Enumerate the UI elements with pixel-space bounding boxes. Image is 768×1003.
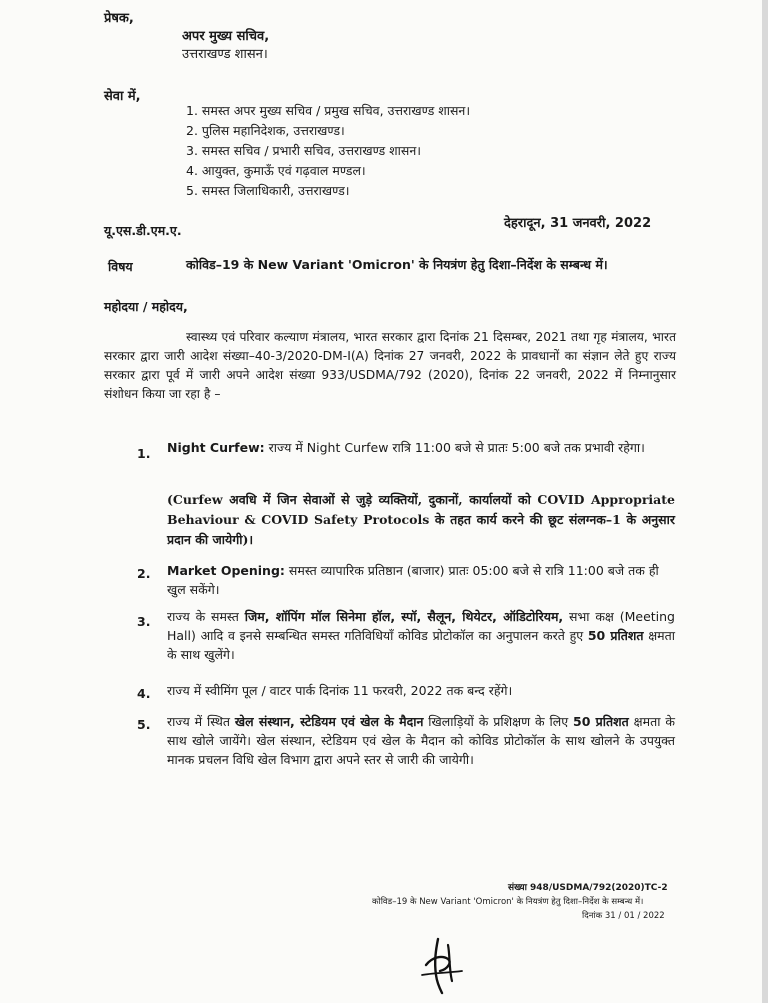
point-5-pre: राज्य में स्थित: [167, 714, 230, 729]
recipient-item-1: 1. समस्त अपर मुख्य सचिव / प्रमुख सचिव, उत्तराखण्ड शासन।: [186, 103, 471, 118]
sender-label: प्रेषक,: [104, 11, 134, 26]
point-3-bold-venues: जिम, शॉपिंग मॉल सिनेमा हॉल, स्पॉ, सैलून, थियेटर, ऑडिटोरियम,: [244, 609, 564, 624]
point-3-pre: राज्य के समस्त: [167, 609, 239, 624]
point-3-mid: सभा कक्ष (Meeting Hall) आदि व इनसे सम्बन्धित समस्त गतिविधियाँ कोविड प्रोटोकॉल का अनुपालन करते हुए: [167, 609, 675, 643]
department-code: यू.एस.डी.एम.ए.: [104, 223, 182, 238]
recipient-item-3: 3. समस्त सचिव / प्रभारी सचिव, उत्तराखण्ड शासन।: [186, 143, 422, 158]
point-3-number: 3.: [137, 614, 151, 629]
point-5-mid: खिलाड़ियों के प्रशिक्षण के लिए: [428, 714, 569, 729]
point-2-number: 2.: [137, 566, 151, 581]
subject-label: विषय: [108, 259, 133, 274]
point-5-bold-capacity: 50 प्रतिशत: [573, 714, 629, 729]
salutation: महोदया / महोदय,: [104, 299, 188, 314]
point-5-bold-venues: खेल संस्थान, स्टेडियम एवं खेल के मैदान: [234, 714, 424, 729]
point-1-number: 1.: [137, 446, 151, 461]
point-1-title: Night Curfew:: [167, 440, 265, 455]
point-3-body: [167, 607, 675, 664]
recipients-label: सेवा में,: [104, 89, 141, 104]
point-3-post: क्षमता के साथ खुलेंगे।: [167, 628, 676, 662]
point-1-body: [167, 438, 675, 457]
sender-name: अपर मुख्य सचिव,: [182, 29, 270, 44]
point-1-note: (Curfew अवधि में जिन सेवाओं से जुड़े व्यक्तियों, दुकानों, कार्यालयों को COVID Appropriate Behaviour & COVID Safety Protocols के तहत कार्य करने की छूट संलग्नक–1 के अनुसार प्रदान की जायेगी)।: [167, 492, 675, 547]
place-date: देहरादून, 31 जनवरी, 2022: [504, 216, 652, 231]
point-3-bold-capacity: 50 प्रतिशत: [587, 628, 644, 643]
footer-subject-line: कोविड–19 के New Variant 'Omicron' के नियत्रंण हेतु दिशा–निर्देश के सम्बन्ध में।: [372, 897, 644, 907]
subject-text: कोविड–19 के New Variant 'Omicron' के नियत्रंण हेतु दिशा–निर्देश के सम्बन्ध में।: [186, 257, 608, 272]
point-2-text: समस्त व्यापारिक प्रतिष्ठान (बाजार) प्रातः 05:00 बजे से रात्रि 11:00 बजे तक ही खुल सकेंगे।: [167, 563, 659, 597]
recipient-item-5: 5. समस्त जिलाधिकारी, उत्तराखण्ड।: [186, 183, 350, 198]
page-edge: [762, 0, 768, 1003]
point-5-body: [167, 712, 675, 769]
point-1-text: राज्य में Night Curfew रात्रि 11:00 बजे से प्रातः 5:00 बजे तक प्रभावी रहेगा।: [268, 440, 645, 455]
footer-ref-number: संख्या 948/USDMA/792(2020)TC-2: [508, 883, 668, 893]
point-4-number: 4.: [137, 686, 151, 701]
recipient-item-2: 2. पुलिस महानिदेशक, उत्तराखण्ड।: [186, 123, 345, 138]
intro-paragraph: स्वास्थ्य एवं परिवार कल्याण मंत्रालय, भारत सरकार द्वारा दिनांक 21 दिसम्बर, 2021 तथा गृह मंत्रालय, भारत सरकार द्वारा जारी आदेश संख्या–40-3/2020-DM-I(A) दिनांक 27 जनवरी, 2022 के प्रावधानों का संज्ञान लेते हुए राज्य सरकार द्वारा पूर्व में जारी अपने आदेश संख्या 933/USDMA/792 (2020), दिनांक 22 जनवरी, 2022 में निम्नानुसार संशोधन किया जा रहा है –: [104, 330, 676, 401]
point-5-post: क्षमता के साथ खोले जायेंगे। खेल संस्थान, स्टेडियम एवं खेल के मैदान को कोविड प्रोटोकॉल के साथ खोलने के उपयुक्त मानक प्रचलन विधि खेल विभाग द्वारा अपने स्तर से जारी की जायेगी।: [167, 714, 675, 767]
point-4-text: राज्य में स्वीमिंग पूल / वाटर पार्क दिनांक 11 फरवरी, 2022 तक बन्द रहेंगे।: [167, 683, 513, 698]
recipient-item-4: 4. आयुक्त, कुमाऊँ एवं गढ़वाल मण्डल।: [186, 163, 366, 178]
point-2-body: [167, 561, 675, 599]
point-5-number: 5.: [137, 717, 151, 732]
point-2-title: Market Opening:: [167, 563, 285, 578]
sender-office: उत्तराखण्ड शासन।: [182, 47, 268, 62]
signature: [418, 935, 468, 995]
footer-date: दिनांक 31 / 01 / 2022: [582, 911, 665, 921]
